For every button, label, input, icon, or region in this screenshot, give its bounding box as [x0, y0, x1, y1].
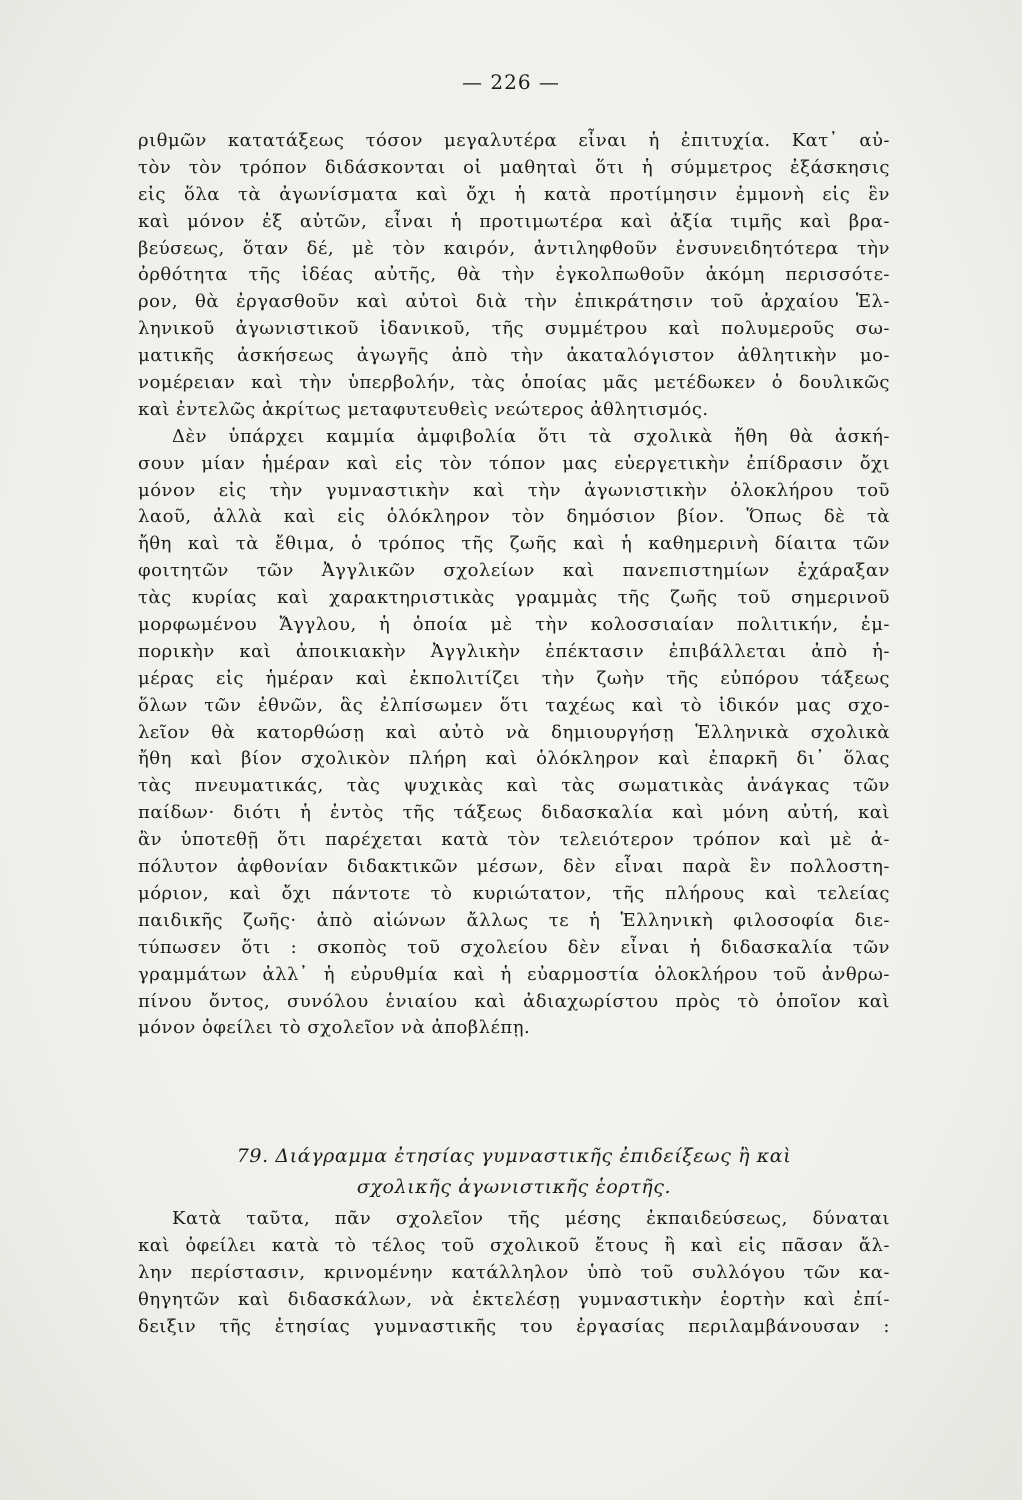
section-heading-line: 79. Διάγραμμα ἐτησίας γυμναστικῆς ἐπιδείξεως ἢ καὶ — [236, 1145, 792, 1167]
text-line: ριθμῶν κατατάξεως τόσον μεγαλυτέρα εἶναι ἡ ἐπιτυχία. Κατ᾽ αὐ- — [138, 130, 890, 151]
text-line: λαοῦ, ἀλλὰ καὶ εἰς ὁλόκληρον τὸν δημόσιον βίον. Ὅπως δὲ τὰ — [138, 506, 890, 528]
text-line: πίνου ὄντος, συνόλου ἑνιαίου καὶ ἀδιαχωρίστου πρὸς τὸ ὁποῖον καὶ — [138, 990, 890, 1012]
text-line: Δὲν ὑπάρχει καμμία ἀμφιβολία ὅτι τὰ σχολικὰ ἤθη θὰ ἀσκή- — [172, 425, 890, 447]
text-line: λην περίστασιν, κρινομένην κατάλληλον ὑπὸ τοῦ συλλόγου τῶν κα- — [138, 1261, 890, 1283]
text-line: παιδικῆς ζωῆς· ἀπὸ αἰώνων ἄλλως τε ἡ Ἑλληνικὴ φιλοσοφία διε- — [138, 909, 890, 931]
section-heading — [138, 1141, 890, 1203]
text-line: τὰς κυρίας καὶ χαρακτηριστικὰς γραμμὰς τῆς ζωῆς τοῦ σημερινοῦ — [138, 587, 890, 609]
page-number: — 226 — — [462, 70, 560, 94]
text-line: καὶ ἐντελῶς ἀκρίτως μεταφυτευθεὶς νεώτερος ἀθλητισμός. — [138, 398, 709, 420]
section-heading-line: σχολικῆς ἀγωνιστικῆς ἑορτῆς. — [356, 1176, 672, 1198]
text-line: τύπωσεν ὅτι : σκοπὸς τοῦ σχολείου δὲν εἶναι ἡ διδασκαλία τῶν — [138, 936, 890, 958]
text-line: τὰς πνευματικάς, τὰς ψυχικὰς καὶ τὰς σωματικὰς ἀνάγκας τῶν — [138, 775, 890, 797]
text-line: μέρας εἰς ἡμέραν καὶ ἐκπολιτίζει τὴν ζωὴν τῆς εὐπόρου τάξεως — [138, 667, 890, 689]
text-line: μόνον ὀφείλει τὸ σχολεῖον νὰ ἀποβλέπῃ. — [138, 1017, 531, 1039]
text-line: φοιτητῶν τῶν Ἀγγλικῶν σχολείων καὶ πανεπιστημίων ἐχάραξαν — [138, 560, 890, 582]
text-line: δειξιν τῆς ἐτησίας γυμναστικῆς του ἐργασίας περιλαμβάνουσαν : — [138, 1315, 890, 1337]
text-line: πόλυτον ἀφθονίαν διδακτικῶν μέσων, δὲν εἶναι παρὰ ἓν πολλοστη- — [138, 856, 890, 878]
text-line: θηγητῶν καὶ διδασκάλων, νὰ ἐκτελέσῃ γυμναστικὴν ἑορτὴν καὶ ἐπί- — [138, 1288, 890, 1310]
text-line: ἤθη καὶ τὰ ἔθιμα, ὁ τρόπος τῆς ζωῆς καὶ ἡ καθημερινὴ δίαιτα τῶν — [138, 533, 890, 555]
text-line: μορφωμένου Ἄγγλου, ἡ ὁποία μὲ τὴν κολοσσιαίαν πολιτικήν, ἐμ- — [138, 614, 890, 636]
text-line: ὀρθότητα τῆς ἰδέας αὐτῆς, θὰ τὴν ἐγκολπωθοῦν ἀκόμη περισσότε- — [138, 264, 890, 286]
text-line: νομέρειαν καὶ τὴν ὑπερβολήν, τὰς ὁποίας μᾶς μετέδωκεν ὁ δουλικῶς — [138, 372, 890, 394]
text-line: ληνικοῦ ἀγωνιστικοῦ ἰδανικοῦ, τῆς συμμέτρου καὶ πολυμεροῦς σω- — [138, 318, 890, 340]
body-text — [138, 128, 890, 1042]
text-line: ματικῆς ἀσκήσεως ἀγωγῆς ἀπὸ τὴν ἀκαταλόγιστον ἀθλητικὴν μο- — [138, 345, 890, 367]
text-line: Κατὰ ταῦτα, πᾶν σχολεῖον τῆς μέσης ἐκπαιδεύσεως, δύναται — [172, 1208, 890, 1229]
text-line: μόνον εἰς τὴν γυμναστικὴν καὶ τὴν ἀγωνιστικὴν ὁλοκλήρου τοῦ — [138, 479, 890, 501]
text-line: ὅλων τῶν ἐθνῶν, ἃς ἐλπίσωμεν ὅτι ταχέως καὶ τὸ ἰδικόν μας σχο- — [138, 694, 890, 716]
text-line: τὸν τὸν τρόπον διδάσκονται οἱ μαθηταὶ ὅτι ἡ σύμμετρος ἐξάσκησις — [138, 156, 890, 178]
text-line: καὶ ὀφείλει κατὰ τὸ τέλος τοῦ σχολικοῦ ἔτους ἢ καὶ εἰς πᾶσαν ἄλ- — [138, 1234, 890, 1256]
text-line: γραμμάτων ἀλλ᾽ ἡ εὐρυθμία καὶ ἡ εὐαρμοστία ὁλοκλήρου τοῦ ἀνθρω- — [138, 963, 890, 985]
text-line: εἰς ὅλα τὰ ἀγωνίσματα καὶ ὄχι ἡ κατὰ προτίμησιν ἐμμονὴ εἰς ἓν — [138, 183, 890, 205]
text-line: λεῖον θὰ κατορθώσῃ καὶ αὐτὸ νὰ δημιουργήσῃ Ἑλληνικὰ σχολικὰ — [138, 721, 890, 743]
text-line: σουν μίαν ἡμέραν καὶ εἰς τὸν τόπον μας εὐεργετικὴν ἐπίδρασιν ὄχι — [138, 452, 890, 474]
text-line: ἤθη καὶ βίον σχολικὸν πλήρη καὶ ὁλόκληρον καὶ ἐπαρκῆ δι᾽ ὅλας — [138, 748, 890, 770]
text-line: καὶ μόνον ἐξ αὐτῶν, εἶναι ἡ προτιμωτέρα καὶ ἀξία τιμῆς καὶ βρα- — [138, 210, 890, 232]
text-line: βεύσεως, ὅταν δέ, μὲ τὸν καιρόν, ἀντιληφθοῦν ἐνσυνειδητότερα τὴν — [138, 237, 890, 259]
final-paragraph — [138, 1206, 890, 1340]
text-line: ρον, θὰ ἐργασθοῦν καὶ αὐτοὶ διὰ τὴν ἐπικράτησιν τοῦ ἀρχαίου Ἑλ- — [138, 291, 890, 313]
text-line: πορικὴν καὶ ἀποικιακὴν Ἀγγλικὴν ἐπέκτασιν ἐπιβάλλεται ἀπὸ ἡ- — [138, 640, 890, 662]
text-line: παίδων· διότι ἡ ἐντὸς τῆς τάξεως διδασκαλία καὶ μόνη αὐτή, καὶ — [138, 802, 890, 824]
text-line: μόριον, καὶ ὄχι πάντοτε τὸ κυριώτατον, τῆς πλήρους καὶ τελείας — [138, 882, 890, 904]
text-line: ἂν ὑποτεθῇ ὅτι παρέχεται κατὰ τὸν τελειότερον τρόπον καὶ μὲ ἀ- — [138, 829, 890, 851]
